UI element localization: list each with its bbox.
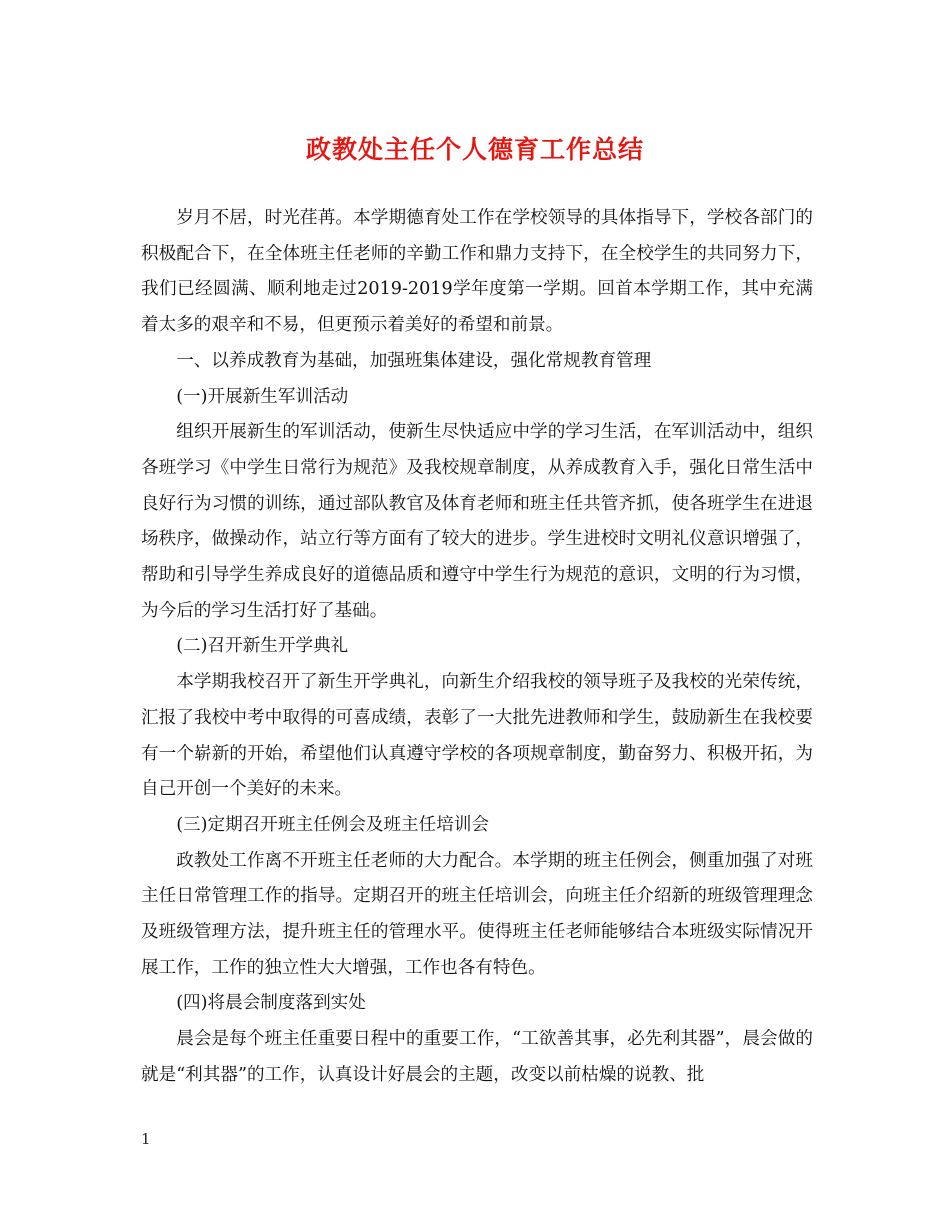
subsection-heading-2: (二)召开新生开学典礼 <box>176 636 349 657</box>
page-number: 1 <box>141 1130 151 1148</box>
section-heading-1: 一、以养成教育为基础，加强班集体建设，强化常规教育管理 <box>176 350 652 371</box>
paragraph-opening-ceremony: 本学期我校召开了新生开学典礼，向新生介绍我校的领导班子及我校的光荣传统，汇报了我校中考中取得的可喜成绩，表彰了一大批先进教师和学生，鼓励新生在我校要有一个崭新的开始，希望他们认真遵守学校的各项规章制度，勤奋努力、积极开拓，为自己开创一个美好的未来。 <box>141 672 813 800</box>
document-body <box>141 201 813 1094</box>
paragraph-intro: 岁月不居，时光荏苒。本学期德育处工作在学校领导的具体指导下，学校各部门的积极配合下，在全体班主任老师的辛勤工作和鼎力支持下，在全校学生的共同努力下，我们已经圆满、顺利地走过2019-2019学年度第一学期。回首本学期工作，其中充满着太多的艰辛和不易，但更预示着美好的希望和前景。 <box>141 208 813 336</box>
paragraph-military-training: 组织开展新生的军训活动，使新生尽快适应中学的学习生活，在军训活动中，组织各班学习《中学生日常行为规范》及我校规章制度，从养成教育入手，强化日常生活中良好行为习惯的训练，通过部队教官及体育老师和班主任共管齐抓，使各班学生在进退场秩序，做操动作，站立行等方面有了较大的进步。学生进校时文明礼仪意识增强了，帮助和引导学生养成良好的道德品质和遵守中学生行为规范的意识，文明的行为习惯，为今后的学习生活打好了基础。 <box>141 422 813 621</box>
subsection-heading-1: (一)开展新生军训活动 <box>176 386 349 407</box>
document-title: 政教处主任个人德育工作总结 <box>305 135 644 164</box>
paragraph-morning-meeting: 晨会是每个班主任重要日程中的重要工作，“工欲善其事，必先利其器”，晨会做的就是“利其器”的工作，认真设计好晨会的主题，改变以前枯燥的说教、批 <box>141 1029 813 1085</box>
subsection-heading-3: (三)定期召开班主任例会及班主任培训会 <box>176 814 490 835</box>
subsection-heading-4: (四)将晨会制度落到实处 <box>176 993 366 1014</box>
paragraph-teacher-meetings: 政教处工作离不开班主任老师的大力配合。本学期的班主任例会，侧重加强了对班主任日常管理工作的指导。定期召开的班主任培训会，向班主任介绍新的班级管理理念及班级管理方法，提升班主任的管理水平。使得班主任老师能够结合本班级实际情况开展工作，工作的独立性大大增强，工作也各有特色。 <box>141 850 813 978</box>
